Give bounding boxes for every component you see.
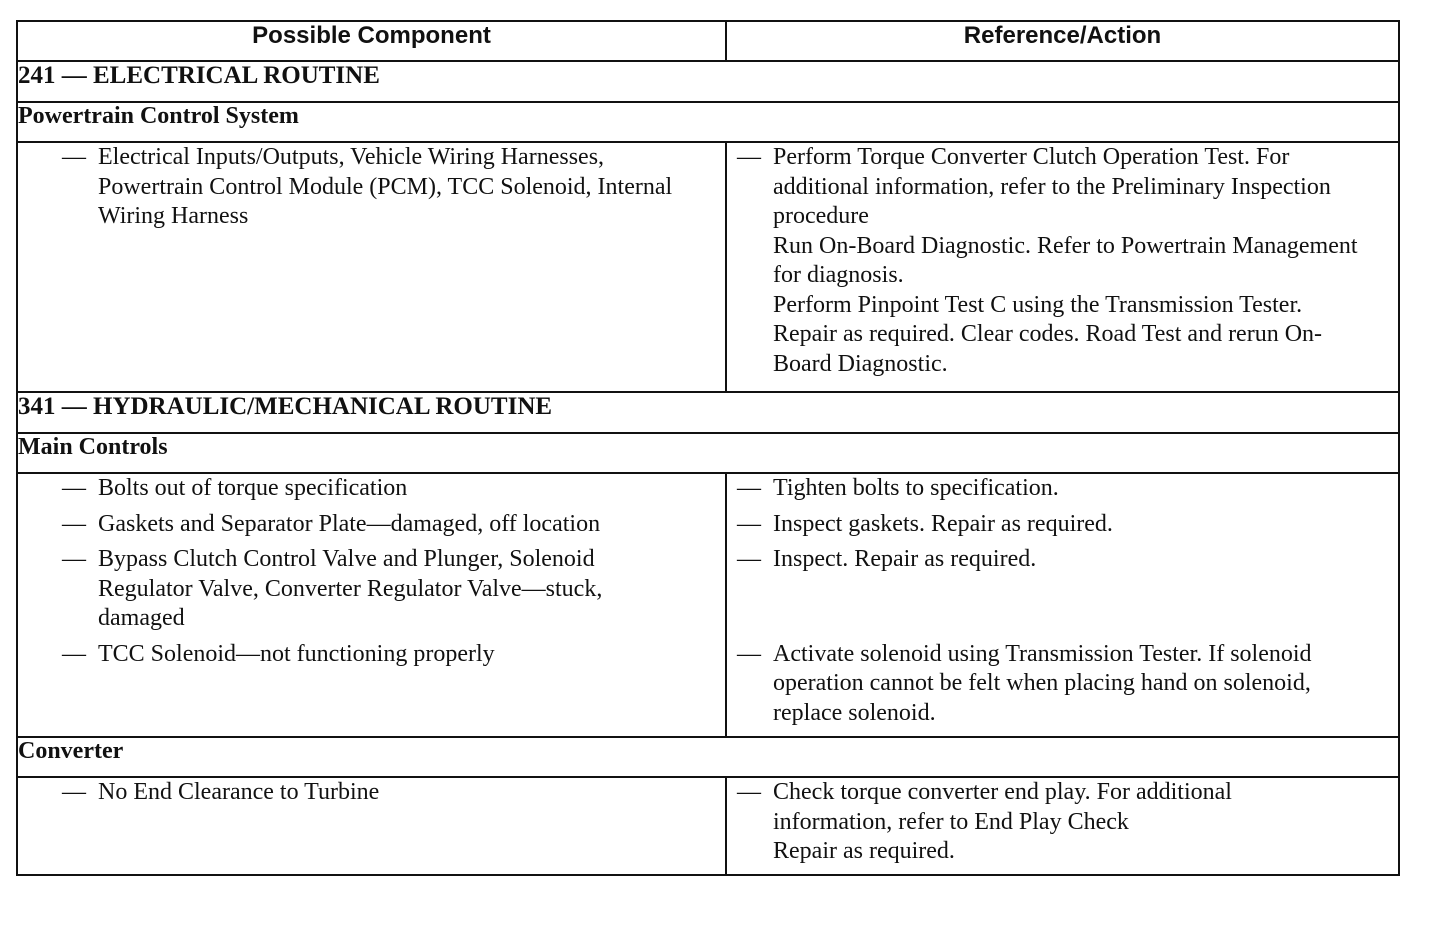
action-text: Tighten bolts to specification. xyxy=(773,475,1059,501)
dash-marker: — xyxy=(737,779,761,805)
subsection-row xyxy=(17,102,1399,142)
list-item xyxy=(18,640,725,670)
table-row xyxy=(17,142,1399,392)
section-row xyxy=(17,392,1399,433)
action-text: Perform Torque Converter Clutch Operation Test. For additional information, refer to the Preliminary Inspection procedure xyxy=(773,144,1331,229)
component-text: Bolts out of torque specification xyxy=(98,475,408,501)
column-header-component: Possible Component xyxy=(17,21,726,61)
list-item xyxy=(727,510,1398,540)
subsection-row xyxy=(17,433,1399,473)
list-item xyxy=(18,545,725,634)
action-text: Activate solenoid using Transmission Tester. If solenoid operation cannot be felt when placing hand on solenoid, replace solenoid. xyxy=(773,640,1312,726)
list-item xyxy=(727,778,1398,867)
component-list xyxy=(18,778,725,808)
list-item xyxy=(18,474,725,504)
component-text: TCC Solenoid—not functioning properly xyxy=(98,640,495,667)
table-row xyxy=(17,473,1399,737)
section-title-hydraulic: 341 — HYDRAULIC/MECHANICAL ROUTINE xyxy=(17,392,1399,433)
action-text: Check torque converter end play. For additional information, refer to End Play Check xyxy=(773,779,1232,835)
action-list xyxy=(727,474,1398,728)
component-cell xyxy=(17,473,726,737)
section-title-electrical: 241 — ELECTRICAL ROUTINE xyxy=(17,61,1399,102)
section-row xyxy=(17,61,1399,102)
list-item xyxy=(727,545,1398,575)
dash-marker: — xyxy=(737,475,761,501)
action-cell xyxy=(726,473,1399,737)
component-text: Bypass Clutch Control Valve and Plunger, Solenoid Regulator Valve, Converter Regulator Valve—stuck, damaged xyxy=(98,546,603,631)
action-text: Repair as required. Clear codes. Road Test and rerun On-Board Diagnostic. xyxy=(773,321,1323,377)
list-item xyxy=(18,143,725,232)
component-text: No End Clearance to Turbine xyxy=(98,779,380,805)
action-text: Inspect. Repair as required. xyxy=(773,546,1037,572)
component-text: Electrical Inputs/Outputs, Vehicle Wiring Harnesses, Powertrain Control Module (PCM), TCC Solenoid, Internal Wiring Harness xyxy=(98,144,673,229)
list-item xyxy=(727,143,1398,379)
list-item xyxy=(18,778,725,808)
action-cell xyxy=(726,142,1399,392)
subsection-row xyxy=(17,737,1399,777)
component-text: Gaskets and Separator Plate—damaged, off location xyxy=(98,510,601,537)
table-row xyxy=(17,777,1399,875)
action-text: Perform Pinpoint Test C using the Transmission Tester. xyxy=(773,291,1303,318)
action-list xyxy=(727,778,1398,867)
action-cell xyxy=(726,777,1399,875)
list-item xyxy=(727,640,1398,729)
component-cell xyxy=(17,142,726,392)
action-text: Run On-Board Diagnostic. Refer to Powertrain Management for diagnosis. xyxy=(773,232,1358,288)
dash-marker: — xyxy=(737,546,761,572)
dash-marker: — xyxy=(737,640,761,667)
column-header-action: Reference/Action xyxy=(726,21,1399,61)
list-item xyxy=(727,474,1398,504)
table-header-row xyxy=(17,21,1399,61)
subsection-title-main-controls: Main Controls xyxy=(17,433,1399,473)
component-list xyxy=(18,474,725,669)
dash-marker: — xyxy=(62,510,86,537)
component-list xyxy=(18,143,725,232)
dash-marker: — xyxy=(62,546,86,572)
action-list xyxy=(727,143,1398,379)
subsection-title-powertrain: Powertrain Control System xyxy=(17,102,1399,142)
action-text: Repair as required. xyxy=(773,838,955,864)
dash-marker: — xyxy=(62,144,86,170)
diagnostic-table xyxy=(16,20,1400,876)
list-item xyxy=(18,510,725,540)
dash-marker: — xyxy=(62,475,86,501)
dash-marker: — xyxy=(62,640,86,667)
dash-marker: — xyxy=(737,144,761,170)
dash-marker: — xyxy=(737,510,761,537)
action-text: Inspect gaskets. Repair as required. xyxy=(773,510,1113,537)
dash-marker: — xyxy=(62,779,86,805)
component-cell xyxy=(17,777,726,875)
subsection-title-converter: Converter xyxy=(17,737,1399,777)
